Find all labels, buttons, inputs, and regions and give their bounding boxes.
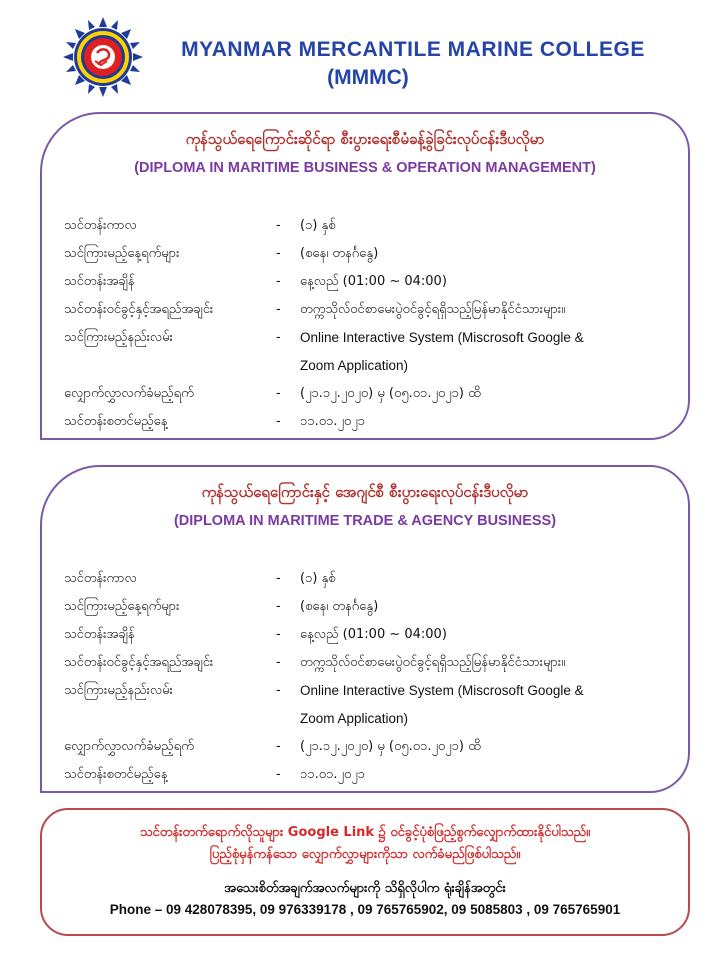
detail-value: ၁၁.၀၁.၂၀၂၁ <box>300 414 365 429</box>
detail-row-method <box>64 324 674 352</box>
detail-row-time <box>64 621 674 649</box>
detail-label: သင်တန်းအချိန် <box>64 274 135 289</box>
detail-row-start-date <box>64 408 674 436</box>
detail-row-duration <box>64 565 674 593</box>
college-name: MYANMAR MERCANTILE MARINE COLLEGE <box>181 38 645 61</box>
detail-row-application-dates <box>64 733 674 761</box>
detail-dash: - <box>276 571 281 586</box>
detail-label: သင်တန်းအချိန် <box>64 627 135 642</box>
detail-dash: - <box>276 655 281 670</box>
detail-dash: - <box>276 218 281 233</box>
detail-value: (၂၁.၁၂.၂၀၂၀) မှ (၀၅.၀၁.၂၀၂၁) ထိ <box>300 739 481 754</box>
course-title-myanmar: ကုန်သွယ်ရေကြောင်းနှင့် အေဂျင်စီ စီးပွားရေးလုပ်ငန်းဒီပလိုမာ <box>201 483 529 501</box>
detail-row-days <box>64 593 674 621</box>
detail-row-time <box>64 268 674 296</box>
detail-value: (၁) နှစ် <box>300 571 336 586</box>
header <box>0 0 720 110</box>
detail-value: နေ့လည် (01:00 ~ 04:00) <box>300 627 447 642</box>
detail-value: Zoom Application) <box>300 711 409 726</box>
detail-value: Online Interactive System (Miscrosoft Google & <box>300 683 584 698</box>
detail-label: လျှောက်လွှာလက်ခံမည့်ရက် <box>64 386 194 401</box>
course-card-business-operation <box>40 112 690 440</box>
detail-row-eligibility <box>64 296 674 324</box>
detail-value: (စနေ၊ တနင်္ဂနွေ) <box>300 246 379 261</box>
detail-label: သင်ကြားမည့်နည်းလမ်း <box>64 683 173 698</box>
detail-dash: - <box>276 302 281 317</box>
detail-label: လျှောက်လွှာလက်ခံမည့်ရက် <box>64 739 194 754</box>
detail-value: (၁) နှစ် <box>300 218 336 233</box>
detail-value: ၁၁.၀၁.၂၀၂၁ <box>300 767 365 782</box>
course-details <box>64 212 674 436</box>
detail-value: နေ့လည် (01:00 ~ 04:00) <box>300 274 447 289</box>
detail-row-start-date <box>64 761 674 789</box>
detail-label: သင်ကြားမည့်နေ့ရက်များ <box>64 599 180 614</box>
detail-dash: - <box>276 599 281 614</box>
detail-value: Online Interactive System (Miscrosoft Google & <box>300 330 584 345</box>
notice-line-contact: အသေးစိတ်အချက်အလက်များကို သိရှိလိုပါက ရုံးချိန်အတွင်း <box>224 881 506 896</box>
mmmc-logo-icon <box>62 16 144 98</box>
detail-value: တက္ကသိုလ်ဝင်စာမေးပွဲဝင်ခွင့်ရရှိသည့်မြန်မာနိုင်ငံသားများ။ <box>300 302 566 317</box>
detail-label: သင်တန်းကာလ <box>64 571 137 586</box>
detail-dash: - <box>276 386 281 401</box>
detail-value: Zoom Application) <box>300 358 409 373</box>
course-title-english: (DIPLOMA IN MARITIME TRADE & AGENCY BUSINESS) <box>173 513 557 529</box>
notice-line-complete-forms: ပြည့်စုံမှန်ကန်သော လျှောက်လွှာများကိုသာ လက်ခံမည်ဖြစ်ပါသည်။ <box>209 847 521 862</box>
detail-value: (၂၁.၁၂.၂၀၂၀) မှ (၀၅.၀၁.၂၀၂၁) ထိ <box>300 386 481 401</box>
detail-row-days <box>64 240 674 268</box>
detail-label: သင်တန်းကာလ <box>64 218 137 233</box>
detail-dash: - <box>276 739 281 754</box>
detail-row-duration <box>64 212 674 240</box>
detail-row-eligibility <box>64 649 674 677</box>
course-title-myanmar: ကုန်သွယ်ရေကြောင်းဆိုင်ရာ စီးပွားရေးစီမံခန့်ခွဲခြင်းလုပ်ငန်းဒီပလိုမာ <box>185 130 545 148</box>
detail-value: တက္ကသိုလ်ဝင်စာမေးပွဲဝင်ခွင့်ရရှိသည့်မြန်မာနိုင်ငံသားများ။ <box>300 655 566 670</box>
course-title-english: (DIPLOMA IN MARITIME BUSINESS & OPERATION MANAGEMENT) <box>134 160 596 176</box>
detail-row-method-cont <box>64 352 674 380</box>
course-details <box>64 565 674 789</box>
detail-dash: - <box>276 767 281 782</box>
course-card-trade-agency <box>40 465 690 793</box>
detail-row-application-dates <box>64 380 674 408</box>
detail-label: သင်တန်းဝင်ခွင့်နှင့်အရည်အချင်း <box>64 302 214 317</box>
detail-dash: - <box>276 274 281 289</box>
detail-dash: - <box>276 683 281 698</box>
detail-row-method-cont <box>64 705 674 733</box>
detail-dash: - <box>276 330 281 345</box>
detail-dash: - <box>276 246 281 261</box>
application-notice <box>40 808 690 936</box>
detail-dash: - <box>276 414 281 429</box>
detail-label: သင်တန်းဝင်ခွင့်နှင့်အရည်အချင်း <box>64 655 214 670</box>
detail-label: သင်တန်းစတင်မည့်နေ့ <box>64 767 168 782</box>
detail-row-method <box>64 677 674 705</box>
contact-phone-numbers: Phone – 09 428078395, 09 976339178 , 09 765765902, 09 5085803 , 09 765765901 <box>109 902 621 917</box>
college-abbreviation: (MMMC) <box>327 66 409 89</box>
detail-label: သင်တန်းစတင်မည့်နေ့ <box>64 414 168 429</box>
detail-label: သင်ကြားမည့်နေ့ရက်များ <box>64 246 180 261</box>
detail-dash: - <box>276 627 281 642</box>
notice-line-google-link: သင်တန်းတက်ရောက်လိုသူများ Google Link ၌ ဝင်ခွင့်ပုံစံဖြည့်စွက်လျှောက်ထားနိုင်ပါသည်။ <box>139 825 591 840</box>
detail-label: သင်ကြားမည့်နည်းလမ်း <box>64 330 173 345</box>
detail-value: (စနေ၊ တနင်္ဂနွေ) <box>300 599 379 614</box>
